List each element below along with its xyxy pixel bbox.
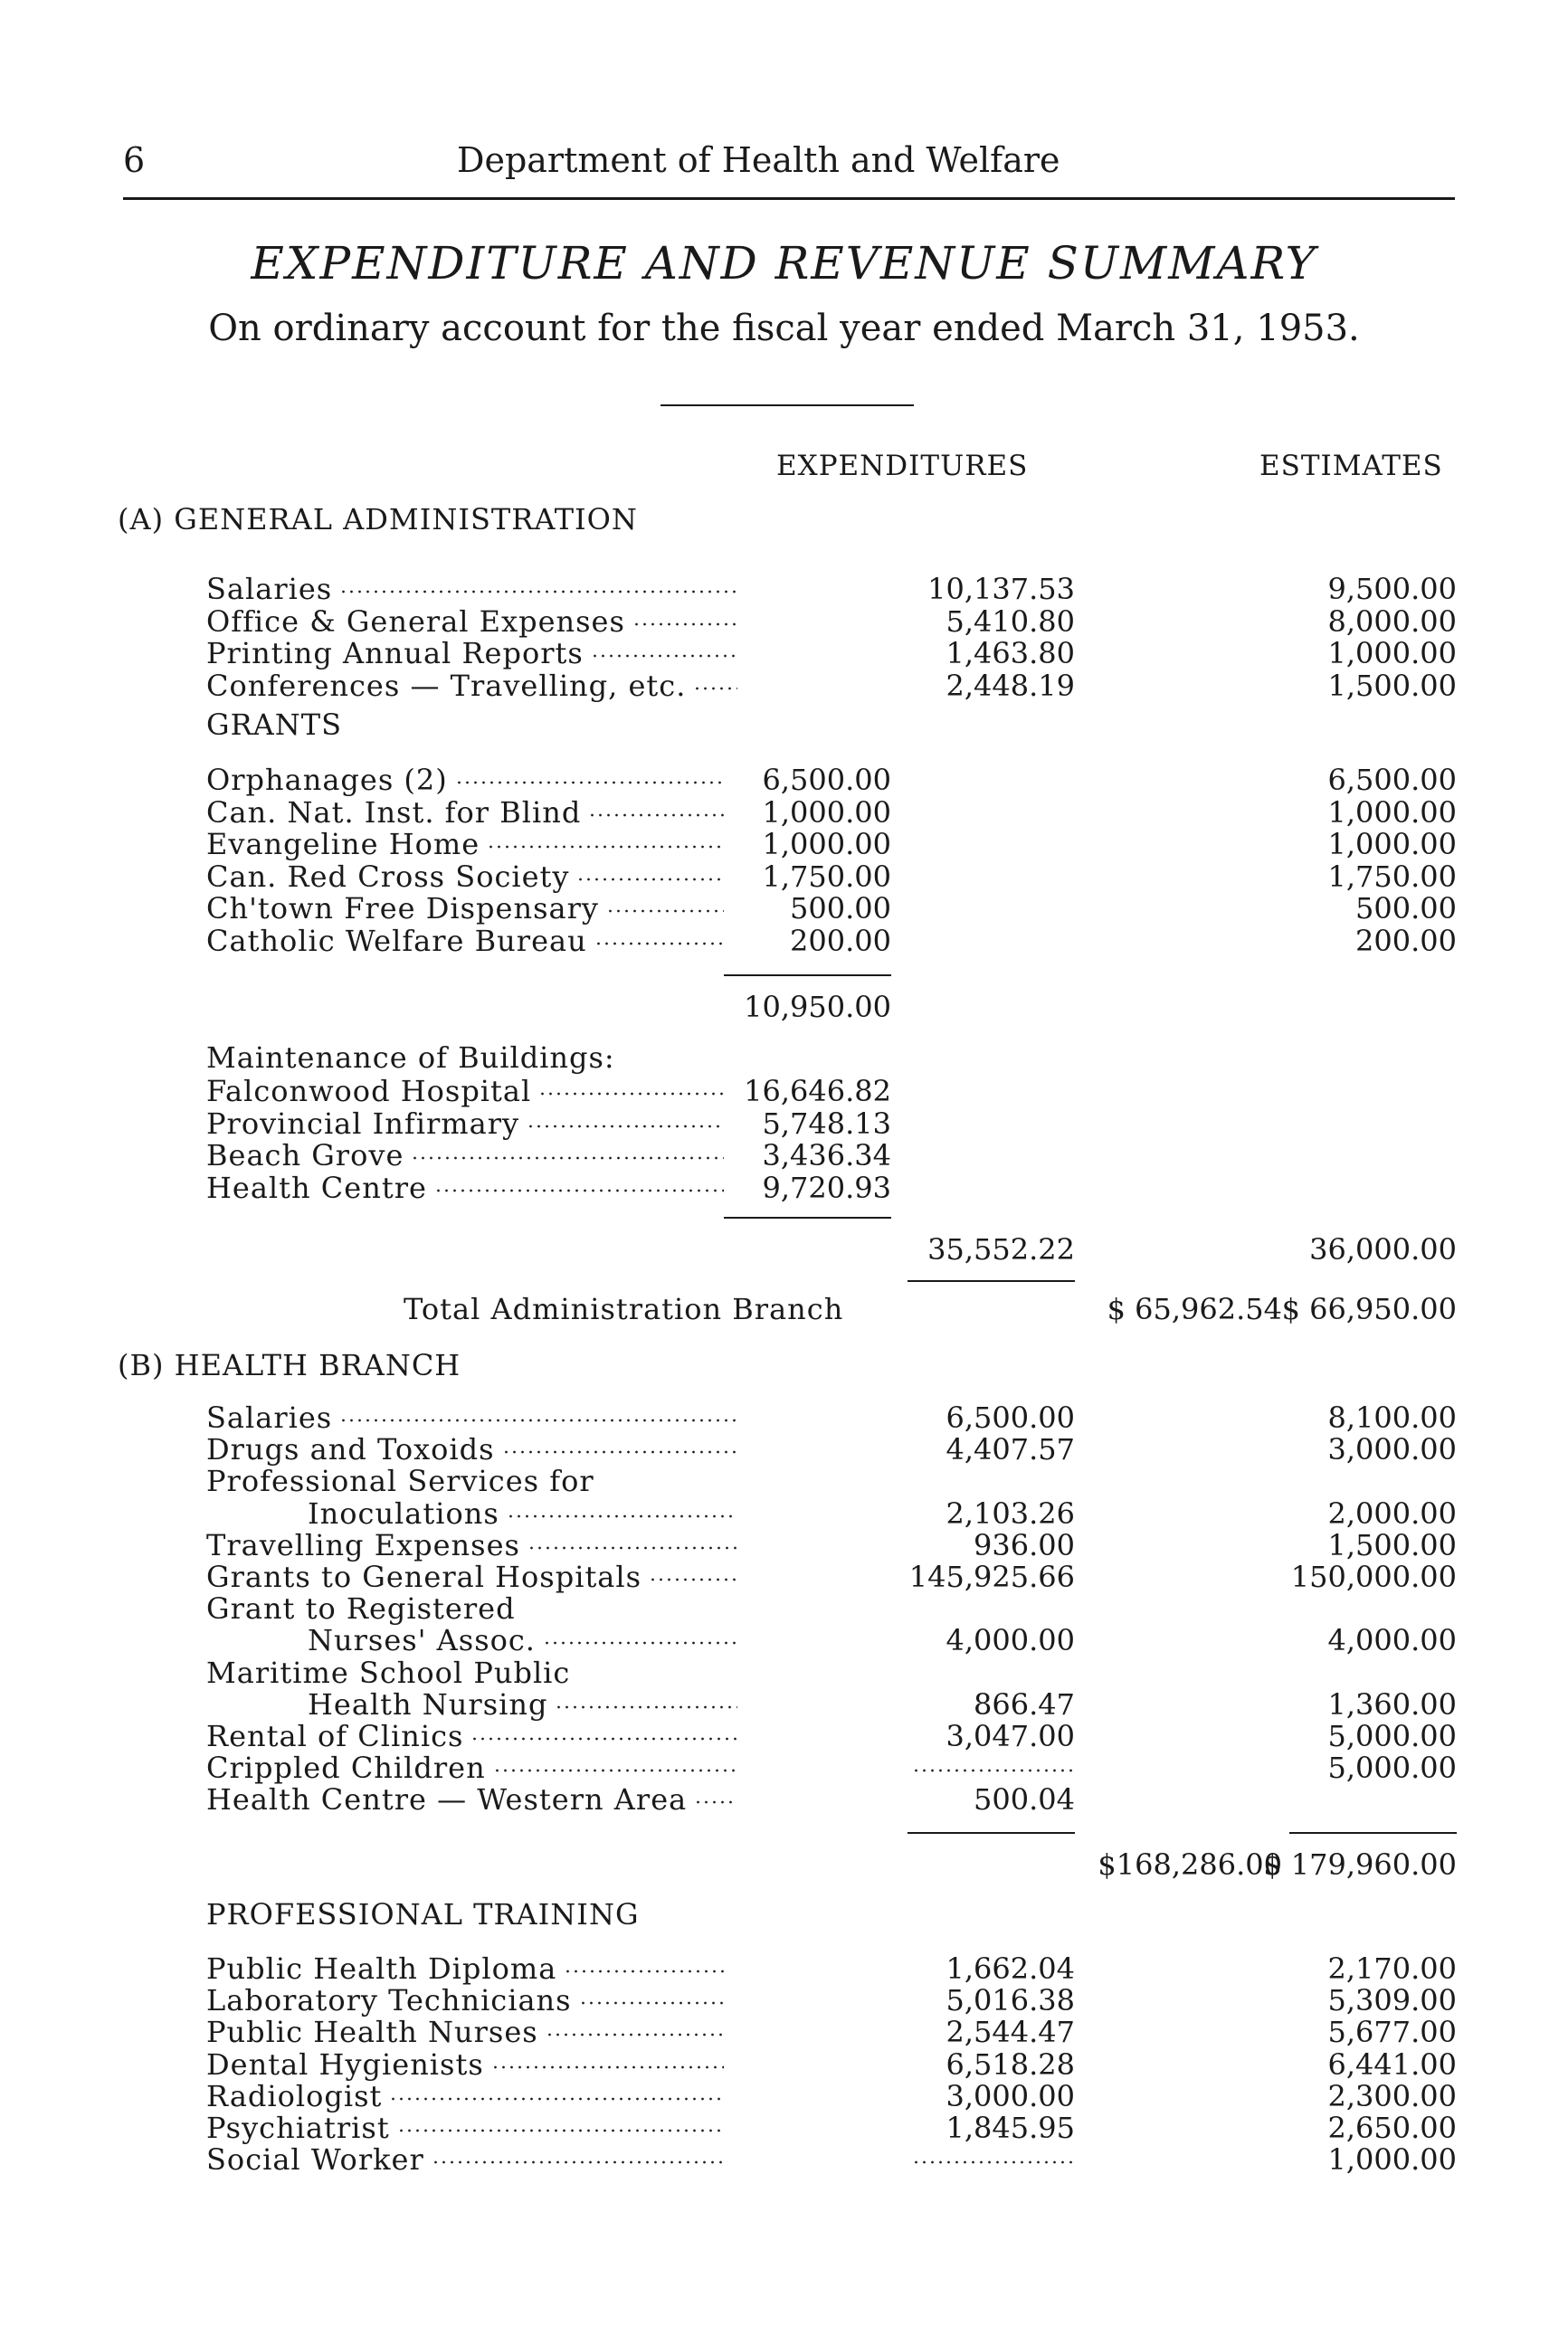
expenditure-amount: 500.04: [974, 1782, 1075, 1818]
item-label: Dental Hygienists: [206, 2046, 484, 2082]
estimate-amount: 6,441.00: [1327, 2046, 1457, 2082]
item-label: Crippled Children: [206, 1751, 486, 1786]
estimate-amount: 2,000.00: [1327, 1495, 1457, 1531]
training-item: [0, 2015, 1568, 2050]
leader-dots: [579, 2001, 724, 2005]
estimate-amount: 5,000.00: [1327, 1751, 1457, 1786]
leader-dots: [493, 1769, 737, 1772]
grant-amount: 1,000.00: [762, 794, 891, 830]
item-label: Rental of Clinics: [206, 1719, 464, 1753]
leader-dots: [527, 1546, 737, 1550]
item-label: Salaries: [206, 572, 333, 606]
admin-total-estimate: $ 66,950.00: [1281, 1292, 1457, 1326]
estimate-amount: 150,000.00: [1290, 1560, 1457, 1594]
training-item: [0, 1951, 1568, 1984]
column-header-estimates: ESTIMATES: [1259, 450, 1443, 482]
grant-amount: 200.00: [790, 923, 891, 958]
item-label: Falconwood Hospital: [206, 1074, 532, 1108]
item-label: Can. Nat. Inst. for Blind: [206, 794, 582, 830]
item-label: Grants to General Hospitals: [206, 1560, 642, 1594]
item-label: Maritime School Public: [206, 1655, 571, 1690]
item-label: Inoculations: [308, 1495, 499, 1531]
admin-item: [0, 636, 1568, 669]
grant-item: [0, 859, 1568, 892]
estimate-amount: 200.00: [1355, 923, 1457, 958]
estimate-amount: 5,309.00: [1327, 1983, 1457, 2018]
expenditure-amount: 5,410.80: [946, 603, 1075, 639]
estimate-amount: 6,500.00: [1327, 763, 1457, 797]
health-item: [0, 1656, 1568, 1688]
estimate-amount: 2,650.00: [1327, 2111, 1457, 2145]
item-label: Grant to Registered: [206, 1591, 516, 1627]
admin-item: [0, 572, 1568, 604]
estimate-amount: 8,000.00: [1327, 603, 1457, 639]
grant-item: [0, 763, 1568, 795]
health-item: [0, 1751, 1568, 1786]
estimate-amount: 1,500.00: [1327, 1527, 1457, 1562]
estimate-amount: 9,500.00: [1327, 572, 1457, 606]
leader-dots: [434, 1189, 724, 1192]
expenditure-amount: 6,518.28: [946, 2046, 1075, 2082]
item-label: Beach Grove: [206, 1138, 404, 1172]
item-label: Radiologist: [206, 2078, 383, 2113]
grant-amount: 6,500.00: [762, 763, 891, 797]
estimate-amount: 4,000.00: [1327, 1623, 1457, 1658]
grant-item: [0, 795, 1568, 828]
leader-dots: [527, 1125, 724, 1128]
professional-training-title: PROFESSIONAL TRAINING: [206, 1897, 640, 1932]
section-a-title: (A) GENERAL ADMINISTRATION: [118, 502, 638, 536]
building-item: [0, 1074, 1568, 1106]
health-item: [0, 1591, 1568, 1627]
grants-subtotal: 10,950.00: [744, 990, 891, 1024]
leader-dots: [507, 1514, 737, 1518]
health-total-expenditure: $168,286.00: [1098, 1847, 1282, 1882]
item-label: Salaries: [206, 1400, 333, 1435]
health-item: [0, 1432, 1568, 1465]
training-item: [0, 2079, 1568, 2112]
grant-amount: 1,000.00: [762, 827, 891, 861]
leader-dots: [455, 781, 724, 784]
leader-dots: [576, 878, 724, 881]
admin-total-label: Total Administration Branch: [404, 1292, 844, 1326]
item-label: Health Centre: [206, 1170, 427, 1205]
header-rule: [123, 197, 1455, 200]
leader-dots: [564, 1970, 724, 1973]
leader-dots: [555, 1705, 737, 1709]
leader-dots: [487, 845, 724, 849]
grant-amount: 1,750.00: [762, 859, 891, 894]
estimate-amount: 8,100.00: [1327, 1400, 1457, 1435]
health-item: [0, 1560, 1568, 1592]
expenditure-amount: 2,448.19: [946, 668, 1075, 703]
column-header-expenditures: EXPENDITURES: [776, 450, 1029, 482]
estimate-amount: 1,000.00: [1327, 794, 1457, 830]
item-label: Provincial Infirmary: [206, 1106, 520, 1141]
leader-dots: [591, 654, 737, 658]
health-item: [0, 1623, 1568, 1656]
estimate-amount: 1,000.00: [1327, 2142, 1457, 2178]
expenditure-amount: 1,662.04: [946, 1951, 1075, 1986]
estimate-amount: 2,170.00: [1327, 1951, 1457, 1986]
health-item: [0, 1496, 1568, 1529]
leader-dots: [397, 2129, 724, 2132]
health-item: [0, 1400, 1568, 1433]
grants-title: GRANTS: [206, 707, 343, 742]
leader-dots: [339, 590, 737, 593]
building-item: [0, 1106, 1568, 1139]
health-item: [0, 1687, 1568, 1720]
item-label: Public Health Nurses: [206, 2015, 538, 2050]
building-amount: 5,748.13: [762, 1106, 891, 1141]
building-item: [0, 1138, 1568, 1171]
leader-dots: [543, 1641, 737, 1645]
estimate-amount: 5,677.00: [1327, 2015, 1457, 2050]
leader-dots: [411, 1156, 724, 1160]
page-subtitle: On ordinary account for the fiscal year ended March 31, 1953.: [208, 308, 1360, 349]
leader-dots: [588, 813, 724, 817]
page-title: EXPENDITURE AND REVENUE SUMMARY: [251, 237, 1317, 290]
expenditure-amount: 2,103.26: [946, 1495, 1075, 1531]
item-label: Psychiatrist: [206, 2111, 390, 2145]
item-label: Can. Red Cross Society: [206, 859, 570, 894]
buildings-estimate-total: 36,000.00: [1309, 1232, 1457, 1267]
training-item: [0, 2142, 1568, 2178]
leader-dots: [693, 687, 737, 690]
expenditure-amount: 10,137.53: [927, 572, 1075, 606]
training-item: [0, 2047, 1568, 2080]
expenditure-amount: 866.47: [974, 1686, 1075, 1722]
buildings-expenditure-total: 35,552.22: [927, 1232, 1075, 1267]
leader-dots: [538, 1092, 724, 1096]
leader-dots: [649, 1578, 737, 1581]
leader-dots: [491, 2065, 724, 2069]
health-item: [0, 1464, 1568, 1499]
leader-dots: [339, 1419, 737, 1422]
title-rule: [660, 404, 914, 406]
item-label: Orphanages (2): [206, 763, 448, 797]
admin-item: [0, 604, 1568, 637]
nil-amount-dots: [912, 1769, 1075, 1772]
expenditure-amount: 1,463.80: [946, 636, 1075, 670]
buildings-subtotal-rule: [724, 1217, 891, 1219]
nil-amount-dots: [912, 2160, 1075, 2164]
health-item: [0, 1782, 1568, 1818]
running-title: Department of Health and Welfare: [457, 140, 1060, 180]
health-item: [0, 1528, 1568, 1561]
grant-amount: 500.00: [790, 891, 891, 926]
expenditure-amount: 3,047.00: [946, 1719, 1075, 1753]
item-label: Public Health Diploma: [206, 1951, 557, 1986]
item-label: Nurses' Assoc.: [308, 1623, 536, 1658]
grant-item: [0, 827, 1568, 859]
leader-dots: [694, 1800, 737, 1804]
estimate-amount: 3,000.00: [1327, 1432, 1457, 1467]
item-label: Catholic Welfare Bureau: [206, 923, 587, 958]
leader-dots: [470, 1737, 737, 1741]
item-label: Social Worker: [206, 2142, 424, 2178]
item-label: Health Nursing: [308, 1686, 548, 1722]
estimate-amount: 1,360.00: [1327, 1686, 1457, 1722]
leader-dots: [389, 2097, 724, 2101]
item-label: Laboratory Technicians: [206, 1983, 572, 2018]
item-label: Office & General Expenses: [206, 603, 625, 639]
page-number: 6: [123, 140, 146, 180]
leader-dots: [502, 1450, 737, 1454]
building-amount: 9,720.93: [762, 1170, 891, 1205]
health-item: [0, 1719, 1568, 1752]
item-label: Evangeline Home: [206, 827, 480, 861]
leader-dots: [546, 2033, 724, 2036]
section-b-title: (B) HEALTH BRANCH: [118, 1348, 461, 1382]
health-total-rule: [908, 1832, 1075, 1834]
expenditure-amount: 4,407.57: [946, 1432, 1075, 1467]
item-label: Health Centre — Western Area: [206, 1782, 688, 1818]
estimate-amount: 1,500.00: [1327, 668, 1457, 703]
building-amount: 16,646.82: [744, 1074, 891, 1108]
health-total-estimate: $ 179,960.00: [1263, 1847, 1457, 1882]
item-label: Ch'town Free Dispensary: [206, 891, 599, 926]
item-label: Printing Annual Reports: [206, 636, 584, 670]
training-item: [0, 1983, 1568, 2016]
estimate-amount: 1,000.00: [1327, 827, 1457, 861]
expenditure-amount: 6,500.00: [946, 1400, 1075, 1435]
item-label: Professional Services for: [206, 1464, 594, 1499]
item-label: Drugs and Toxoids: [206, 1432, 495, 1467]
item-label: Conferences — Travelling, etc.: [206, 668, 687, 703]
leader-dots: [594, 942, 724, 945]
expenditure-amount: 145,925.66: [908, 1560, 1075, 1594]
buildings-title: Maintenance of Buildings:: [206, 1040, 615, 1075]
building-amount: 3,436.34: [762, 1138, 891, 1172]
admin-total-rule: [908, 1280, 1075, 1282]
grant-item: [0, 924, 1568, 956]
leader-dots: [606, 909, 724, 913]
training-item: [0, 2111, 1568, 2143]
estimate-amount: 500.00: [1355, 891, 1457, 926]
grant-item: [0, 891, 1568, 924]
estimate-amount: 1,000.00: [1327, 636, 1457, 670]
expenditure-amount: 2,544.47: [946, 2015, 1075, 2050]
admin-item: [0, 669, 1568, 701]
expenditure-amount: 4,000.00: [946, 1623, 1075, 1658]
expenditure-amount: 1,845.95: [946, 2111, 1075, 2145]
estimate-amount: 5,000.00: [1327, 1719, 1457, 1753]
leader-dots: [632, 622, 737, 626]
estimate-amount: 2,300.00: [1327, 2078, 1457, 2113]
expenditure-amount: 5,016.38: [946, 1983, 1075, 2018]
health-estimate-total-rule: [1289, 1832, 1457, 1834]
expenditure-amount: 3,000.00: [946, 2078, 1075, 2113]
estimate-amount: 1,750.00: [1327, 859, 1457, 894]
item-label: Travelling Expenses: [206, 1527, 520, 1562]
building-item: [0, 1171, 1568, 1203]
admin-total-expenditure: $ 65,962.54: [1107, 1292, 1282, 1326]
grants-subtotal-rule: [724, 974, 891, 976]
leader-dots: [432, 2160, 724, 2164]
expenditure-amount: 936.00: [974, 1527, 1075, 1562]
